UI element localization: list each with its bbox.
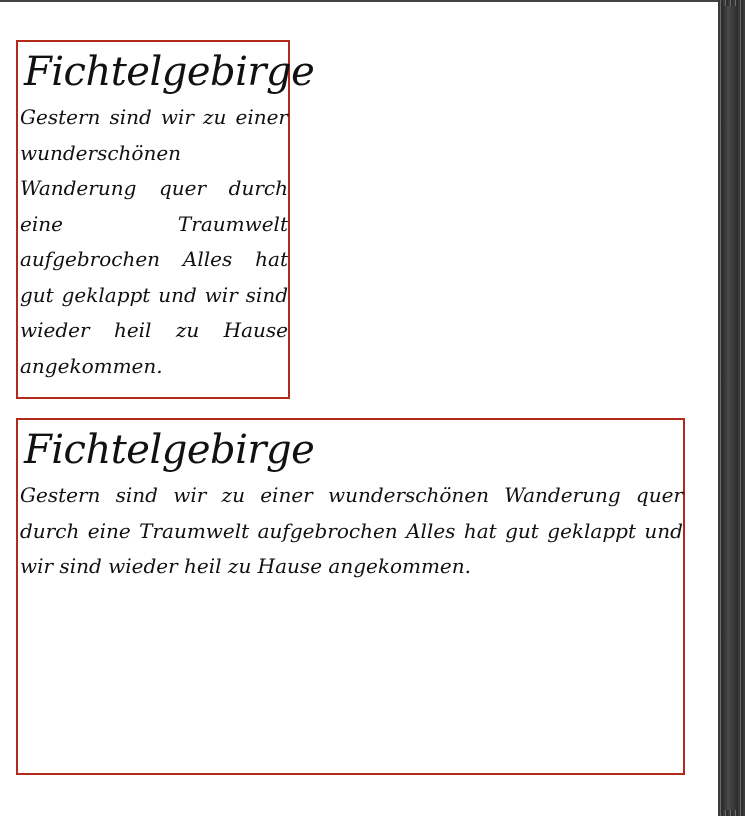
frame-title: Fichtelgebirge [24,49,315,95]
frame-body-text: Gestern sind wir zu einer wunderschönen Wanderung quer durch eine Traumwelt aufgebrochen Alles hat gut geklappt und wir sind wieder heil zu Hause angekommen. [20,483,683,578]
window-top-edge [0,0,745,2]
text-frame-wide[interactable] [16,418,685,775]
frame-title: Fichtelgebirge [24,427,315,473]
text-frame-narrow[interactable] [16,40,315,399]
frame-body-text: Gestern sind wir zu einer wunderschönen Wanderung quer durch eine Traumwelt aufgebrochen Alles hat gut geklappt und wir sind wieder heil zu Hause angekommen. [20,105,288,378]
scrollbar-thumb[interactable] [722,6,738,810]
